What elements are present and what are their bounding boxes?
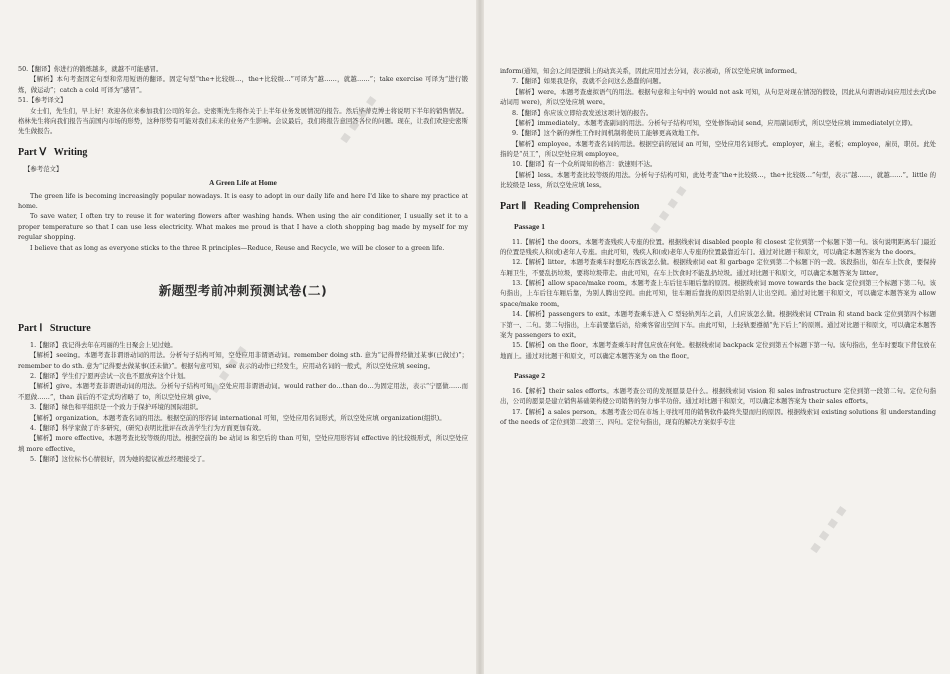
answer-item: 13.【解析】allow space/make room。本题考查上车后往车厢后靠的原因。根据线索词 move towards the back 定位到第三个标题下第二句。该句指出，上车后往车厢后靠，为别人腾出空间。由此可知，往车厢后靠拢的原因是给别人让出空间。通过对比题干和原文，可以确定本题答案为 allow space/make room。 [500,279,936,308]
part-5-heading [18,147,468,158]
answer-item: 【解析】organization。本题考查名词的用法。根据空前的形容词 international 可知，空处应用名词形式，所以空处应填 organization(组织)。 [30,413,446,422]
q50-translation: 50.【翻译】你进行的锻炼越多，就越不可能感冒。 [18,65,163,73]
essay-paragraph: To save water, I often try to reuse it for watering flowers after washing hands. When using the air conditioner, I usually set it to a proper temperature so that I can use less electricity. What makes me proud is that I have a cloth shopping bag made by myself for my regular shopping. [18,212,468,242]
answer-item: 17.【解析】a sales person。本题考查公司在市场上寻找可用的销售软件最终失望而归的原因。根据线索词 existing solutions 和 understanding of the needs of 定位到第二段第三、四句。定位句指出，现有的解决方案似乎专注 [500,407,936,427]
answer-item: 15.【解析】on the floor。本题考查乘车时背包应放在何处。根据线索词 backpack 定位到第五个标题下第一句。该句指出，坐车时要取下背包放在地面上。通过对比题干和原文，可以确定本题答案为 on the floor。 [500,341,936,360]
essay-title: A Green Life at Home [209,178,277,187]
part-2-heading [500,201,936,212]
answer-item: 4.【翻译】科学家做了许多研究，(研究)表明比批评在改善学生行为方面更加有效。 [30,423,265,432]
part-2-label: Part Ⅱ [500,200,527,212]
watermark: ▪ ▪ ▪ ▪ [334,91,381,147]
q51-reference-text: 女士们，先生们，早上好！欢迎各位来参加我们公司的年会。史密斯先生将作关于上半年业务发展情况的报告。然后毕蒂克博士将说明下半年的销售情况。格林先生将向我们报告当前国内市场的形势，这种形势有可能对我们未来的业务产生影响。会议最后，我们将报告意回答各位的问题。现在，让我们欢迎史密斯先生做报告。 [18,106,468,136]
answer-item: 【解析】seeing。本题考查非谓语动词的用法。分析句子结构可知，空处应用非谓语动词。remember doing sth. 意为“记得曾经做过某事(已做过)”；remember to do sth. 意为“记得要去做某事(还未做)”。根据句意可知，see 表示的动作已经发生，应用动名词的一般式，所以空处应填 seeing。 [18,351,468,370]
watermark: ▪ ▪ ▪ ▪ [204,341,251,397]
essay-paragraph: I believe that as long as everyone sticks to the three R principles—Reduce, Reuse and Recycle, we will be closer to a green life. [30,243,445,252]
right-page [482,0,950,674]
sample-essay-label: 【参考范文】 [24,164,63,173]
answer-item: 5.【翻译】这位标书心情很好，因为她的提议被总经理接受了。 [30,455,209,463]
answer-item: 12.【解析】litter。本题考查乘车时想吃东西该怎么做。根据线索词 eat 和 garbage 定位到第二个标题下的一段。该段指出，如在车上饮食，要保持车厢卫生，不要乱扔垃圾，要将垃圾带走。由此可知，在车上饮食时不能乱扔垃圾。通过对比题干和原文，可以确定本题答案为 litter。 [500,258,936,277]
answer-item: 【解析】give。本题考查非谓语动词的用法。分析句子结构可知，空处应用非谓语动词。would rather do…than do…为固定用法，表示“宁愿做……而不愿做……”，than 前后的不定式均省略了 to，所以空处应填 give。 [18,382,468,401]
answer-item: 【解析】less。本题考查比较等级的用法。分析句子结构可知，此处考查“the+比较级…，the+比较级…”句型，表示“越……，就越……”。little 的比较级是 less，所以空处应填 less。 [500,170,936,190]
answer-item: 【解析】immediately。本题考查副词的用法。分析句子结构可知，空处修饰动词 send，应用副词形式，所以空处应填 immediately(立即)。 [512,118,917,127]
passage-1-heading: Passage 1 [514,221,546,231]
answer-item: 10.【翻译】有一个众所周知的格言：欲速则不达。 [512,160,657,169]
answer-item: 9.【翻译】这个新的弹性工作时间机制将使员工能够更高效地工作。 [512,129,704,138]
answer-item: 16.【解析】their sales efforts。本题考查公司的发展愿景是什么。根据线索词 vision 和 sales infrastructure 定位到第一段第二句。定位句指出，公司的愿景是建立销售基础架构使公司销售的努力事半功倍。通过对比题干和原文，可以确定本题答案为 their sales efforts。 [500,387,936,406]
q50-analysis: 【解析】本句考查固定句型和常用短语的翻译。固定句型“the+比较级…，the+比较级…”可译为“越……，就越……”；take exercise 可译为“进行锻炼，做运动”；catch a cold 可译为“感冒”。 [18,75,468,94]
answer-item: 2.【翻译】学生们宁愿再尝试一次也不愿放弃这个计划。 [30,372,190,380]
answer-item: 【解析】more effective。本题考查比较等级的用法。根据空前的 be 动词 is 和空后的 than 可知，空处应用形容词 effective 的比较级形式，所以空处应填 more effective。 [18,434,468,453]
passage-2-heading: Passage 2 [514,371,546,380]
exam-title: 新题型考前冲刺预测试卷(二) [158,282,328,298]
part-5-name: Writing [53,146,88,158]
part-5-label: Part Ⅴ [18,146,47,158]
part-2-name: Reading Comprehension [533,200,640,212]
part-1-name: Structure [49,322,91,334]
answer-item: 8.【翻译】你应该立即给我发送这项计划的报告。 [512,108,653,117]
watermark: ▪ ▪ ▪ ▪ [644,181,691,237]
essay-paragraph: The green life is becoming increasingly popular nowadays. It is easy to adopt in our daily life and here I'd like to share my practice at home. [18,191,468,210]
q51-reference-label: 51.【参考译文】 [18,96,67,105]
answer-item: 1.【翻译】我记得去年在玛丽的生日聚会上见过她。 [30,340,177,349]
answer-item: 【解析】employee。本题考查名词的用法。根据空前的冠词 an 可知，空处应用名词形式。employer，雇主，老板；employee，雇员，职员。此处指的是“员工”，所以空处应填 employee。 [500,139,936,158]
answer-item: 【解析】were。本题考查虚拟语气的用法。根据句意和主句中的 would not ask 可知，从句是对现在情况的假设，因此从句谓语动词应用过去式(be 动词用 were)，所以空处应填 were。 [500,87,936,107]
answer-item: 14.【解析】passengers to exit。本题考查乘车进入 C 型轻轨列车之前，人们应该怎么做。根据线索词 CTrain 和 stand back 定位到第四个标题下第一、二句。第二句指出，上车前要靠后站，给乘客留出空间下车。由此可知，上轻轨要遵循“先下后上”的原则。通过对比题干和原文，可以确定本题答案为 passengers to exit。 [500,310,936,339]
part-1-label: Part Ⅰ [18,322,43,334]
answer-item: 7.【翻译】如果我是你，我就不会问这么愚蠢的问题。 [512,77,666,86]
watermark: ▪ ▪ ▪ ▪ [804,501,851,557]
answer-item: inform(通知，知会)之间是逻辑上的动宾关系，因此应用过去分词，表示被动，所以空处应填 informed。 [500,67,801,75]
part-1-heading [18,323,468,334]
answer-item: 11.【解析】the doors。本题考查残疾人专座的位置。根据线索词 disabled people 和 closest 定位到第一个标题下第一句。该句说明距离车门最近的位置是残疾人和(或)老年人专座。由此可知，残疾人和(或)老年人专座的位置最靠近车门。通过对比题干和原文，可以确定本题答案为 the doors。 [500,237,936,256]
answer-item: 3.【翻译】绿色和平组织是一个致力于保护环境的国际组织。 [30,403,203,412]
